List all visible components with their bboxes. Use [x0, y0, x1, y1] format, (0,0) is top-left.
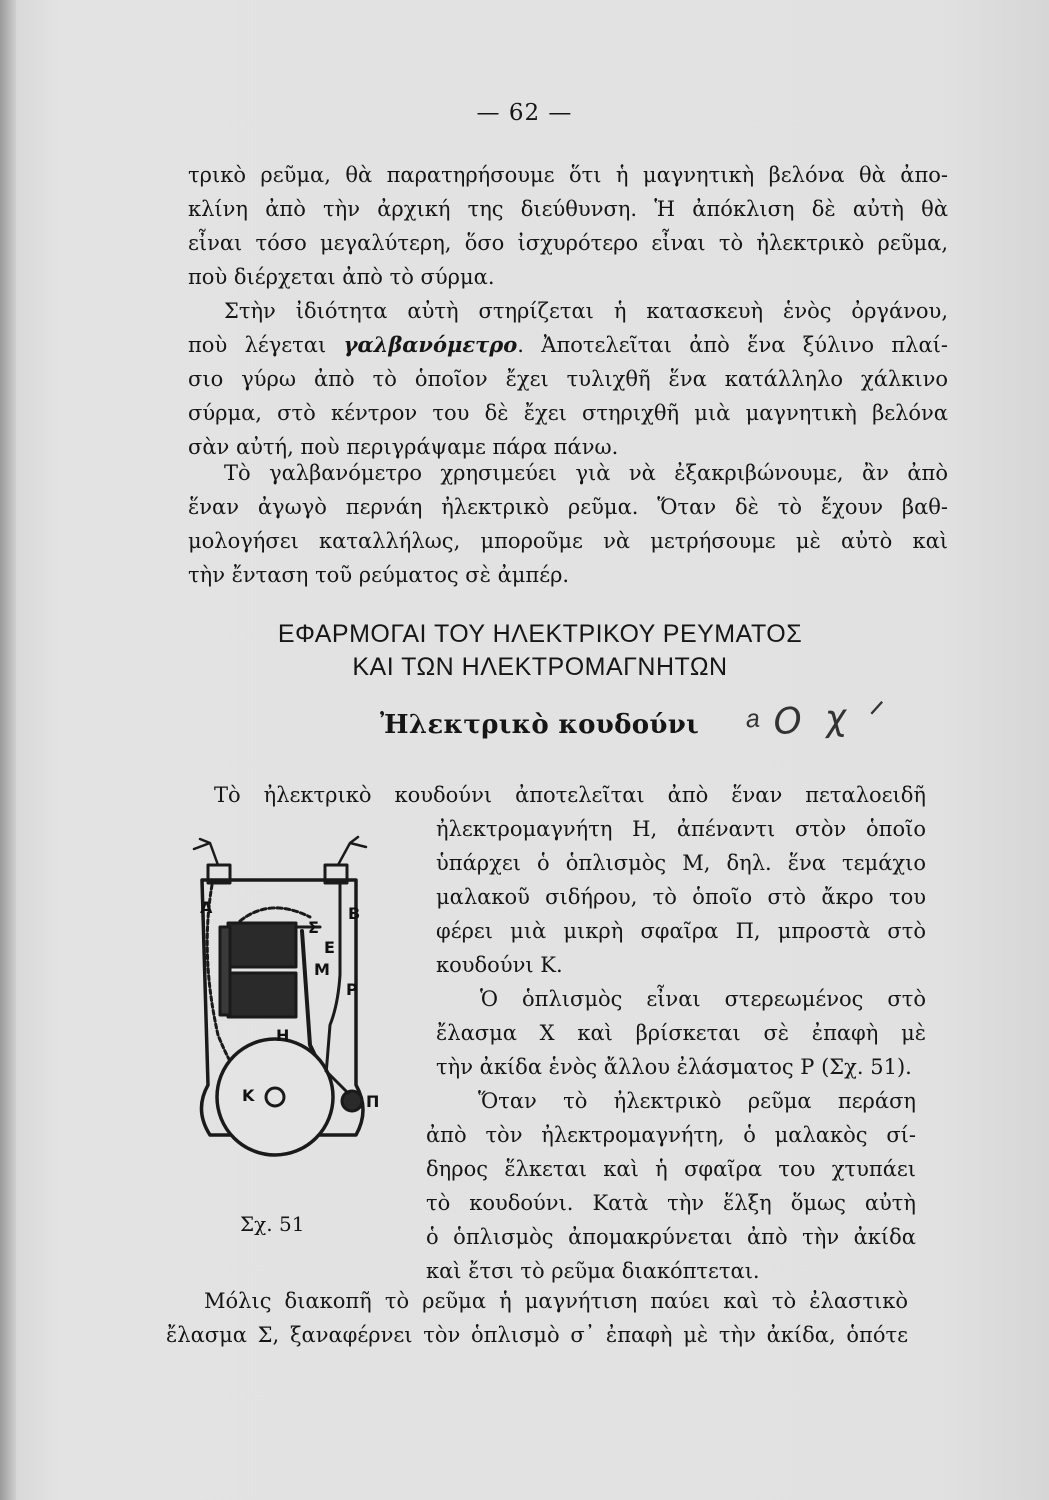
- section-heading-line: ΚΑΙ ΤΩΝ ΗΛΕΚΤΡΟΜΑΓΝΗΤΩΝ: [352, 653, 728, 681]
- magnet-core: [220, 927, 230, 1015]
- figure-caption: Σχ. 51: [240, 1212, 305, 1236]
- text-line: τὴν ἔνταση τοῦ ρεύματος σὲ ἀμπέρ.: [188, 563, 570, 587]
- text-line: ἕναν ἀγωγὸ περνάη ἠλεκτρικὸ ρεῦμα. Ὅταν δὲ τὸ ἔχουν βαθ-: [188, 495, 948, 519]
- paragraph-4-first-line: [214, 778, 926, 812]
- paragraph-7: [166, 1284, 908, 1352]
- text-line: φέρει μιὰ μικρὴ σφαῖρα Π, μπροστὰ στὸ: [436, 919, 926, 943]
- label-K: Κ: [242, 1086, 255, 1105]
- handwritten-annotation: ͣ Ο χ ᐟ: [748, 694, 893, 745]
- clapper-ball: [342, 1091, 362, 1111]
- paragraph-2: [188, 294, 948, 464]
- text-line: Ὁ ὁπλισμὸς εἶναι στερεωμένος στὸ: [480, 987, 926, 1011]
- label-Pi: Π: [366, 1092, 380, 1111]
- section-heading: [160, 618, 920, 684]
- paragraph-6: [426, 1084, 916, 1288]
- text-line: σύρμα, στὸ κέντρον του δὲ ἔχει στηριχθῆ μιὰ μαγνητικὴ βελόνα: [188, 401, 948, 425]
- text-line: ἀπὸ τὸν ἠλεκτρομαγνήτη, ὁ μαλακὸς σί-: [426, 1123, 916, 1147]
- term-galvanometer: γαλβανόμετρο: [343, 332, 518, 357]
- coil-lower: [228, 973, 296, 1017]
- text-line: μαλακοῦ σιδήρου, τὸ ὁποῖο στὸ ἄκρο του: [436, 885, 926, 909]
- text-line: Στὴν ἰδιότητα αὐτὴ στηρίζεται ἡ κατασκευὴ ἑνὸς ὀργάνου,: [224, 299, 948, 323]
- electric-bell-diagram: [180, 835, 390, 1165]
- text-line: σὰν αὐτή, ποὺ περιγράψαμε πάρα πάνω.: [188, 435, 619, 459]
- coil-upper: [228, 923, 296, 967]
- text-line: ἠλεκτρομαγνήτη Η, ἀπέναντι στὸν ὁποῖο: [436, 817, 926, 841]
- text-line: σιο γύρω ἀπὸ τὸ ὁποῖον ἔχει τυλιχθῆ ἕνα κατάλληλο χάλκινο: [188, 367, 948, 391]
- text-fragment: ποὺ λέγεται: [188, 333, 344, 357]
- text-line: τὸ κουδούνι. Κατὰ τὴν ἕλξη ὅμως αὐτὴ: [426, 1191, 916, 1215]
- text-line: εἶναι τόσο μεγαλύτερη, ὅσο ἰσχυρότερο εἶναι τὸ ἠλεκτρικὸ ρεῦμα,: [188, 231, 948, 255]
- text-line: Ὅταν τὸ ἠλεκτρικὸ ρεῦμα περάση: [478, 1089, 916, 1113]
- paragraph-1: [188, 158, 948, 294]
- text-line: Μόλις διακοπῆ τὸ ρεῦμα ἡ μαγνήτιση παύει καὶ τὸ ἐλαστικὸ: [204, 1289, 908, 1313]
- text-line: ὁ ὁπλισμὸς ἀπομακρύνεται ἀπὸ τὴν ἀκίδα: [426, 1225, 916, 1249]
- wire-right: [338, 837, 366, 865]
- label-B: Β: [348, 904, 361, 923]
- text-line: [188, 328, 948, 362]
- text-line: Τὸ ἠλεκτρικὸ κουδούνι ἀποτελεῖται ἀπὸ ἕναν πεταλοειδῆ: [214, 783, 926, 807]
- wire-arc: [240, 908, 310, 921]
- text-line: τὴν ἀκίδα ἑνὸς ἄλλου ἐλάσματος Ρ (Σχ. 51).: [436, 1055, 912, 1079]
- text-line: ποὺ διέρχεται ἀπὸ τὸ σύρμα.: [188, 265, 495, 289]
- text-line: δηρος ἕλκεται καὶ ἡ σφαῖρα του χτυπάει: [426, 1157, 916, 1181]
- label-E: Ε: [324, 938, 335, 957]
- text-line: τρικὸ ρεῦμα, θὰ παρατηρήσουμε ὅτι ἡ μαγνητικὴ βελόνα θὰ ἀπο-: [188, 163, 948, 187]
- text-line: Τὸ γαλβανόμετρο χρησιμεύει γιὰ νὰ ἐξακριβώνουμε, ἂν ἀπὸ: [224, 461, 948, 485]
- label-Sigma: Σ: [308, 918, 319, 937]
- label-M: Μ: [314, 960, 330, 979]
- spring-contact: [326, 885, 340, 1075]
- subsection-title: Ἠλεκτρικὸ κουδούνι: [380, 710, 699, 740]
- text-line: μολογήσει καταλλήλως, μποροῦμε νὰ μετρήσουμε μὲ αὐτὸ καὶ: [188, 529, 948, 553]
- text-line: ἔλασμα Σ, ξαναφέρνει τὸν ὁπλισμὸ σ᾿ ἐπαφὴ μὲ τὴν ἀκίδα, ὁπότε: [166, 1323, 908, 1347]
- label-P: Ρ: [346, 980, 358, 999]
- wire-left: [194, 839, 218, 865]
- paragraph-3: [188, 456, 948, 592]
- text-fragment: . Ἀποτελεῖται ἀπὸ ἕνα ξύλινο πλαί-: [517, 333, 948, 357]
- text-line: κουδούνι Κ.: [436, 953, 563, 977]
- page-number: — 62 —: [476, 100, 573, 126]
- label-H: Η: [276, 1026, 290, 1045]
- page-spine-shadow: [0, 0, 16, 1500]
- text-line: ἔλασμα Χ καὶ βρίσκεται σὲ ἐπαφὴ μὲ: [436, 1021, 926, 1045]
- paragraph-4: [436, 812, 926, 982]
- text-line: καὶ ἔτσι τὸ ρεῦμα διακόπτεται.: [426, 1259, 760, 1283]
- label-A: Α: [200, 898, 213, 917]
- section-heading-line: ΕΦΑΡΜΟΓΑΙ ΤΟΥ ΗΛΕΚΤΡΙΚΟΥ ΡΕΥΜΑΤΟΣ: [277, 620, 803, 648]
- paragraph-5: [436, 982, 926, 1084]
- bell-dome: [217, 1039, 333, 1155]
- text-line: ὑπάρχει ὁ ὁπλισμὸς Μ, δηλ. ἕνα τεμάχιο: [436, 851, 926, 875]
- text-line: κλίνη ἀπὸ τὴν ἀρχική της διεύθυνση. Ἡ ἀπόκλιση δὲ αὐτὴ θὰ: [188, 197, 948, 221]
